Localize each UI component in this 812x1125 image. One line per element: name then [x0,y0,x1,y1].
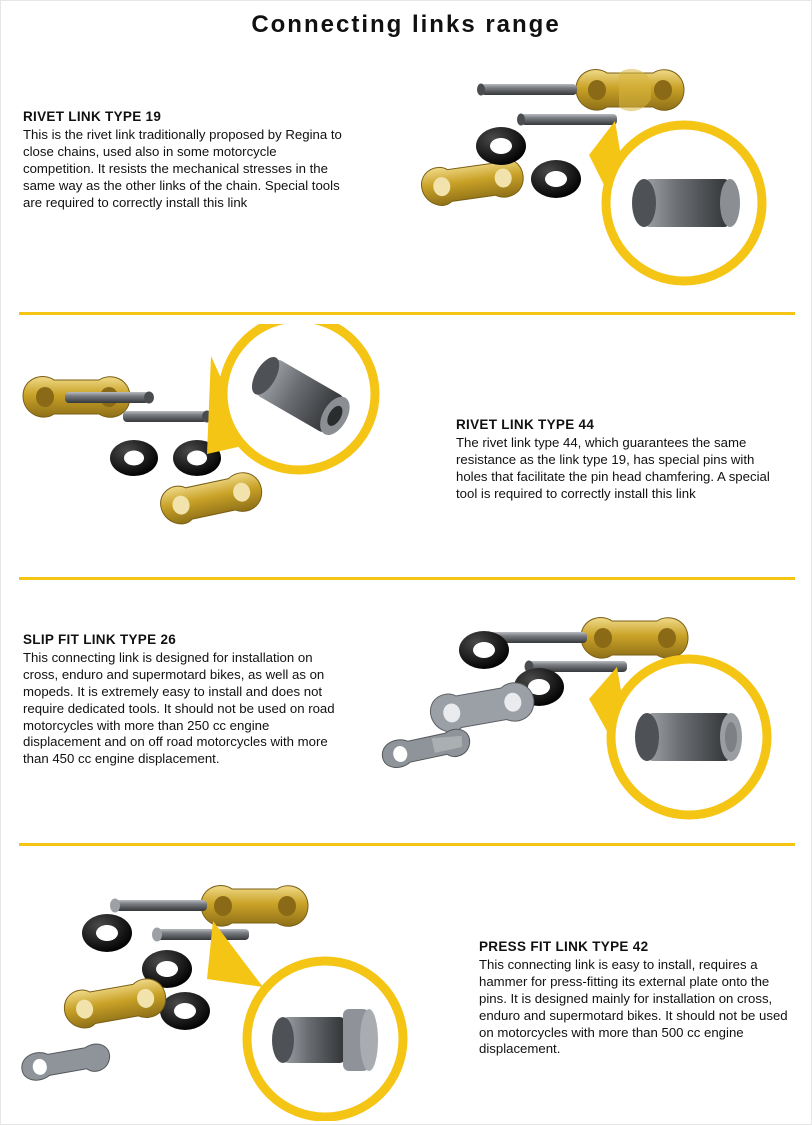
section-rivet-19-body: This is the rivet link traditionally proposed by Regina to close chains, used also in some motorcycle competition. It resists the mechanical stresses in the same way as the other links of the chain. Special tools are required to correctly install this link [23,127,342,210]
o-ring [531,160,581,198]
o-ring [476,127,526,165]
section-rivet-19-illustration [391,51,801,301]
section-rivet-19-text [23,109,343,211]
o-ring [82,914,132,952]
section-press-fit-42 [1,843,812,1125]
section-slip-fit-26-heading: SLIP FIT LINK TYPE 26 [23,632,177,647]
section-press-fit-42-illustration [7,861,437,1121]
section-rivet-44-text [456,417,776,503]
rivet-19-artwork [391,51,801,301]
o-ring [160,992,210,1030]
section-slip-fit-26-illustration [361,589,801,839]
press-fit-42-artwork [7,861,437,1121]
section-press-fit-42-body: This connecting link is easy to install, requires a hammer for press-fitting its external plate onto the pins. It is designed mainly for installation on cross, enduro and supermotard bikes. It should not be used on motorcycles with more than 500 cc engine displacement. [479,957,788,1057]
o-ring [459,631,509,669]
section-slip-fit-26 [1,577,812,843]
slip-fit-26-artwork [361,589,801,839]
section-rivet-44-illustration [11,324,411,574]
section-rivet-44-heading: RIVET LINK TYPE 44 [456,417,595,432]
section-rivet-19-heading: RIVET LINK TYPE 19 [23,109,162,124]
section-rivet-44-body: The rivet link type 44, which guarantees the same resistance as the link type 19, has special pins with holes that facilitate the pin head chamfering. A special tool is required to correctly install this link [456,435,770,501]
section-press-fit-42-text [479,939,799,1058]
section-press-fit-42-heading: PRESS FIT LINK TYPE 42 [479,939,649,954]
o-ring [110,440,158,476]
rivet-44-artwork [11,324,411,574]
section-slip-fit-26-body: This connecting link is designed for installation on cross, enduro and supermotard bikes, as well as on mopeds. It is extremely easy to install and does not require dedicated tools. It should not be used on road motorcycles with more than 250 cc engine displacement and on off road motorcycles with more than 450 cc engine displacement. [23,650,335,767]
section-rivet-19 [1,1,812,311]
section-slip-fit-26-text [23,632,343,768]
page-title: Connecting links range [251,11,561,38]
section-rivet-44 [1,312,812,577]
